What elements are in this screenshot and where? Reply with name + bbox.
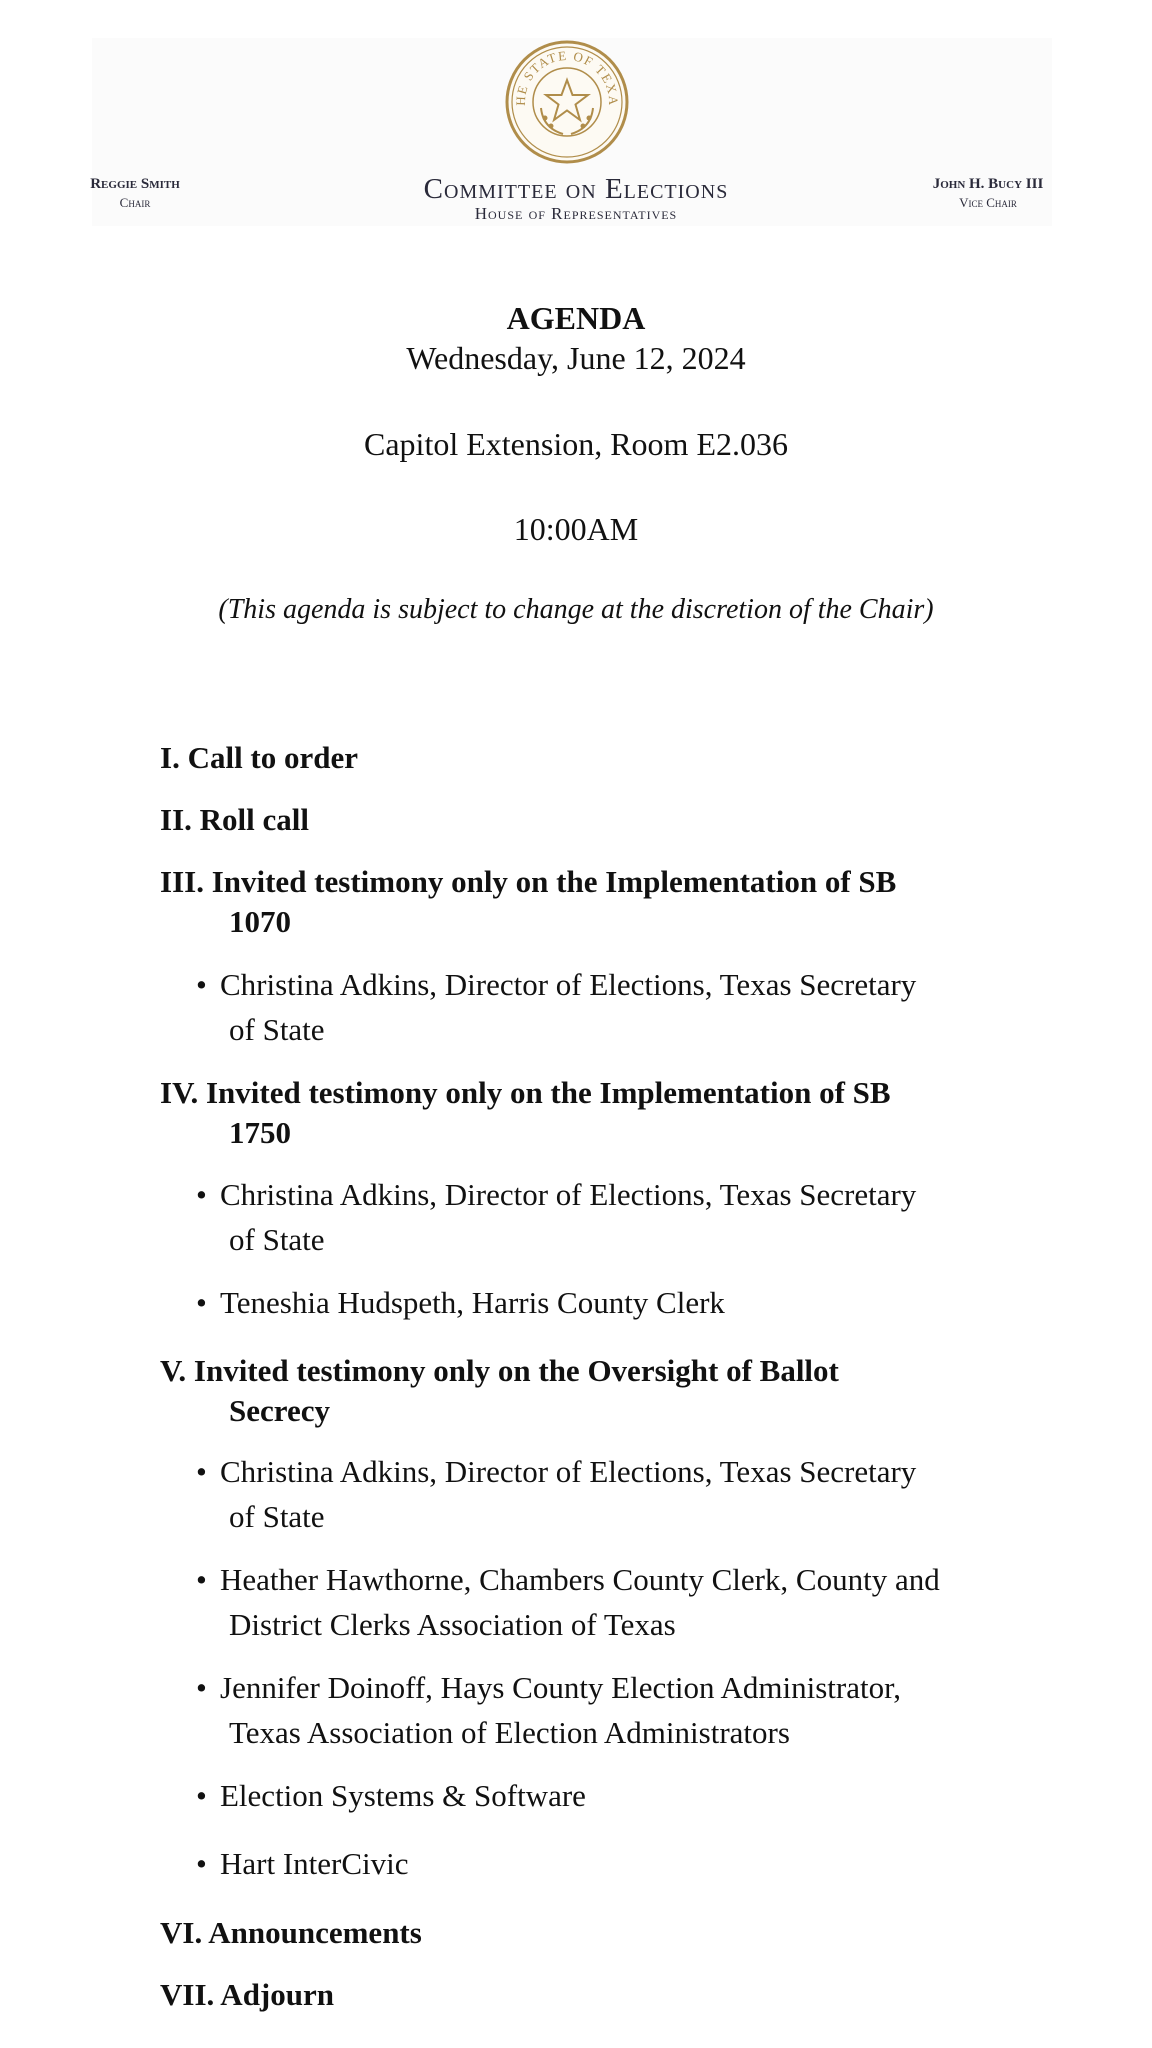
witness-list-item: [196, 1841, 1036, 1886]
witness-text: Christina Adkins, Director of Elections, Texas Secretary: [220, 967, 917, 1002]
witness-list-item: [196, 1557, 1036, 1647]
agenda-location: Capitol Extension, Room E2.036: [364, 426, 788, 462]
chair-name: Reggie Smith: [90, 176, 180, 192]
agenda-item-heading-continued: 1070: [229, 904, 291, 939]
agenda-time: 10:00AM: [513, 511, 639, 547]
bullet-icon: •: [196, 1846, 207, 1881]
agenda-item-heading: IV. Invited testimony only on the Implementation of SB: [160, 1075, 891, 1110]
agenda-date: Wednesday, June 12, 2024: [406, 340, 746, 376]
witness-text: Hart InterCivic: [220, 1846, 409, 1881]
agenda-title: AGENDA: [506, 300, 646, 336]
witness-list-item: [196, 1449, 1036, 1539]
bullet-icon: •: [196, 967, 207, 1002]
witness-list-item: [196, 962, 1036, 1052]
witness-list-item: [196, 1172, 1036, 1262]
witness-text: Teneshia Hudspeth, Harris County Clerk: [220, 1285, 725, 1320]
agenda-item-heading-continued: 1750: [229, 1115, 291, 1150]
agenda-note: (This agenda is subject to change at the discretion of the Chair): [218, 594, 934, 625]
agenda-item-sb-1070: [160, 862, 1020, 942]
agenda-item-heading: III. Invited testimony only on the Implementation of SB: [160, 864, 897, 899]
agenda-item-call-to-order: [160, 738, 1020, 778]
agenda-item-adjourn: [160, 1975, 1020, 2015]
agenda-item-announcements: [160, 1913, 1020, 1953]
chair-role: Chair: [119, 195, 151, 210]
bullet-icon: •: [196, 1562, 207, 1597]
bullet-icon: •: [196, 1778, 207, 1813]
vice-chair-name: John H. Bucy III: [932, 176, 1044, 192]
bullet-icon: •: [196, 1285, 207, 1320]
bullet-icon: •: [196, 1670, 207, 1705]
witness-text-continued: of State: [229, 1012, 325, 1047]
agenda-item-heading-continued: Secrecy: [229, 1393, 330, 1428]
witness-text-continued: of State: [229, 1499, 325, 1534]
agenda-item-heading: VI. Announcements: [160, 1915, 422, 1950]
agenda-item-sb-1750: [160, 1073, 1020, 1153]
witness-text-continued: Texas Association of Election Administrators: [229, 1715, 790, 1750]
bullet-icon: •: [196, 1177, 207, 1212]
agenda-item-heading: VII. Adjourn: [160, 1977, 334, 2012]
svg-text:THE STATE OF TEXAS: HE STATE OF TEXA: [512, 47, 622, 107]
agenda-item-heading: I. Call to order: [160, 740, 359, 775]
bullet-icon: •: [196, 1454, 207, 1489]
committee-name: Committee on Elections: [423, 173, 729, 205]
witness-text: Christina Adkins, Director of Elections, Texas Secretary: [220, 1177, 917, 1212]
witness-text: Election Systems & Software: [220, 1778, 586, 1813]
chamber-name: House of Representatives: [474, 204, 678, 223]
vice-chair-role: Vice Chair: [959, 195, 1017, 210]
witness-text: Jennifer Doinoff, Hays County Election Administrator,: [220, 1670, 901, 1705]
witness-text: Christina Adkins, Director of Elections, Texas Secretary: [220, 1454, 917, 1489]
agenda-item-heading: II. Roll call: [160, 802, 309, 837]
agenda-item-heading: V. Invited testimony only on the Oversight of Ballot: [160, 1353, 839, 1388]
seal-emblem-icon: [503, 38, 631, 166]
witness-list-item: [196, 1665, 1036, 1755]
witness-text: Heather Hawthorne, Chambers County Clerk, County and: [220, 1562, 940, 1597]
witness-text-continued: District Clerks Association of Texas: [229, 1607, 676, 1642]
witness-list-item: [196, 1773, 1036, 1818]
vice-chair-block: [918, 176, 1058, 211]
witness-text-continued: of State: [229, 1222, 325, 1257]
agenda-item-ballot-secrecy: [160, 1351, 1020, 1431]
texas-state-seal: [503, 38, 631, 166]
agenda-item-roll-call: [160, 800, 1020, 840]
witness-list-item: [196, 1280, 1036, 1325]
